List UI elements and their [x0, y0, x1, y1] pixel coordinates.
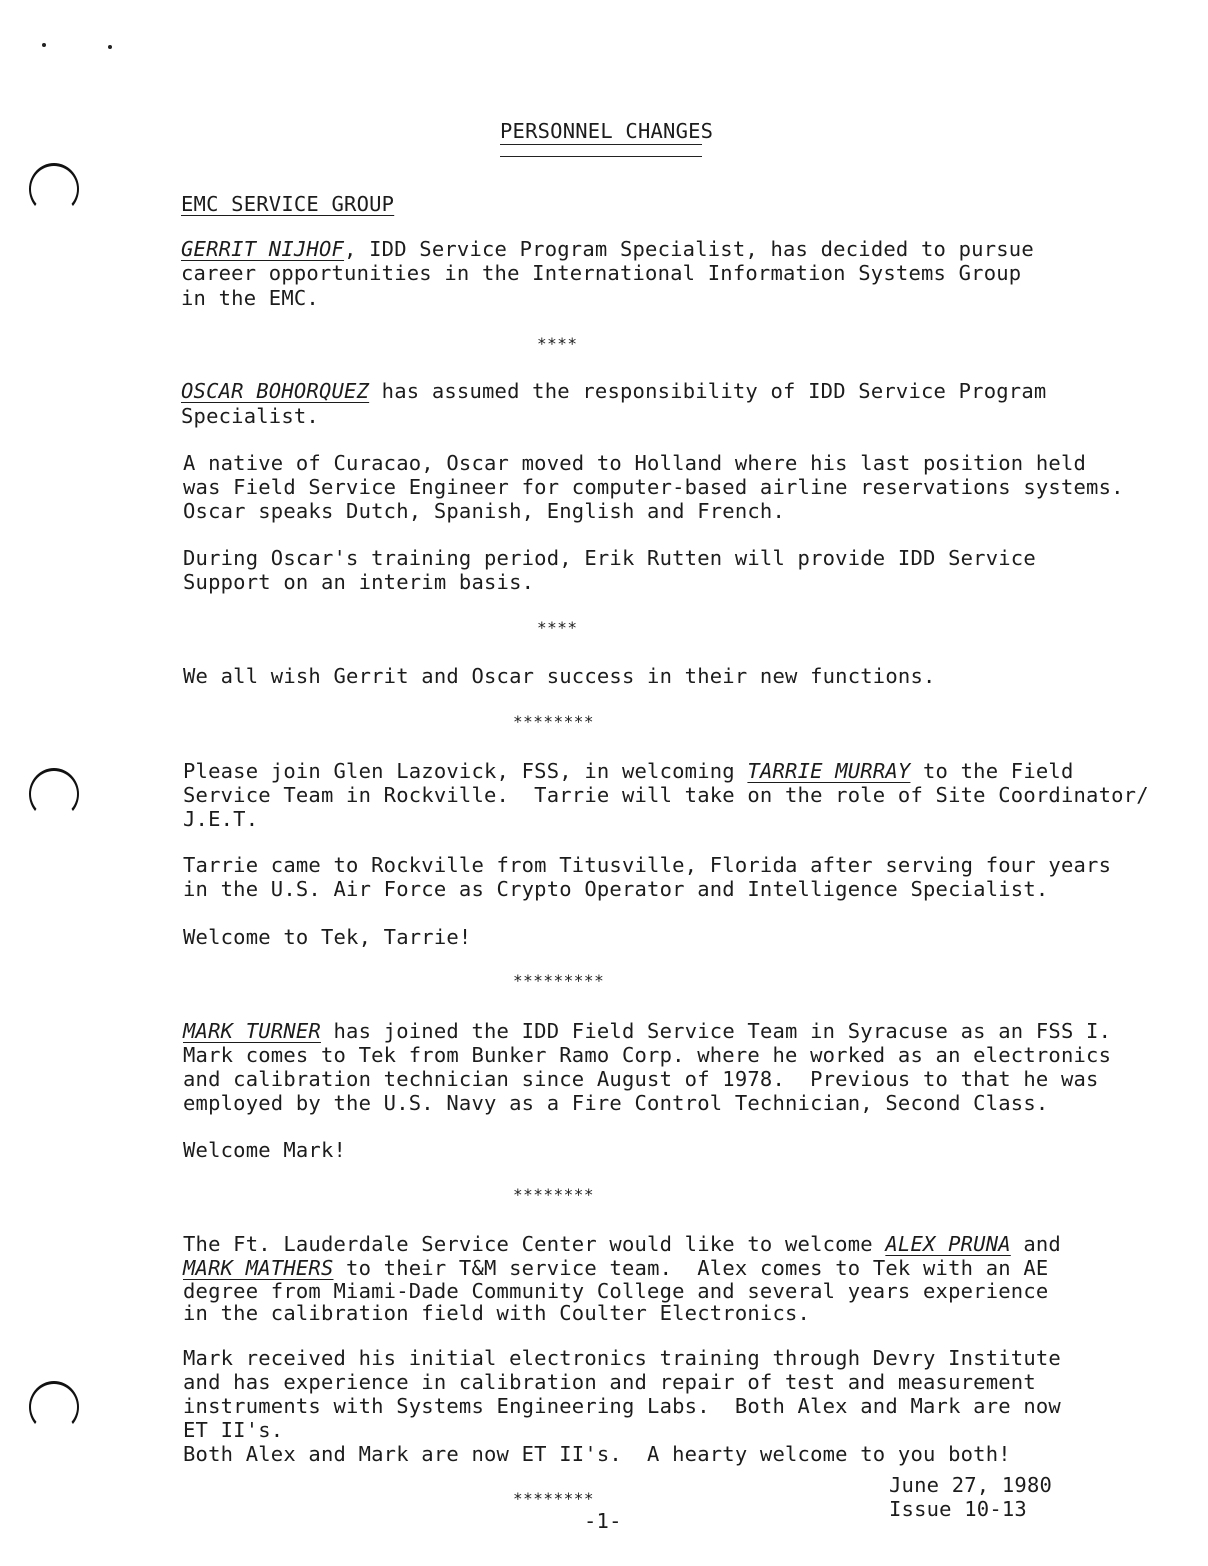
separator-stars: ****: [537, 334, 578, 353]
text-span: Please join Glen Lazovick, FSS, in welcoming: [183, 759, 748, 783]
binder-hole-top: [29, 163, 79, 215]
text-span: , IDD Service Program Specialist, has decided to pursue: [344, 237, 1034, 261]
separator-stars: ****: [537, 618, 578, 637]
paragraph-turner-line3: and calibration technician since August of 1978. Previous to that he was: [183, 1067, 1099, 1091]
text-span: to their T&M service team. Alex comes to Tek with an AE: [333, 1256, 1049, 1280]
text-span: The Ft. Lauderdale Service Center would like to welcome: [183, 1232, 886, 1256]
issue-number: Issue 10-13: [889, 1497, 1027, 1521]
paragraph-welcome-tarrie: Welcome to Tek, Tarrie!: [183, 925, 472, 949]
paragraph-devry-line1: Mark received his initial electronics training through Devry Institute: [183, 1346, 1061, 1370]
person-name: OSCAR BOHORQUEZ: [181, 379, 370, 403]
paragraph-turner-line4: employed by the U.S. Navy as a Fire Control Technician, Second Class.: [183, 1091, 1049, 1115]
person-name: GERRIT NIJHOF: [181, 237, 345, 261]
paragraph-devry-line5: Both Alex and Mark are now ET II's. A hearty welcome to you both!: [183, 1442, 1011, 1466]
scan-speck: [42, 43, 46, 47]
separator-stars: ********: [513, 712, 595, 731]
section-heading: EMC SERVICE GROUP: [181, 192, 395, 216]
paragraph-rockville-line2: in the U.S. Air Force as Crypto Operator and Intelligence Specialist.: [183, 877, 1049, 901]
title-double-underline: [500, 156, 702, 157]
paragraph-oscar-line2: Specialist.: [181, 404, 319, 428]
binder-hole-bottom: [29, 1381, 79, 1433]
title-underline: [500, 144, 702, 145]
separator-stars: *********: [513, 971, 605, 990]
paragraph-rockville-line1: Tarrie came to Rockville from Titusville, Florida after serving four years: [183, 853, 1112, 877]
person-name: TARRIE MURRAY: [747, 759, 911, 783]
paragraph-tarrie-line3: J.E.T.: [183, 807, 259, 831]
binder-hole-middle: [29, 768, 79, 820]
paragraph-oscar-line1: [181, 380, 1046, 404]
scan-speck: [108, 45, 112, 49]
paragraph-devry-line4: ET II's.: [183, 1418, 284, 1442]
text-span: to the Field: [910, 759, 1074, 783]
separator-stars: ********: [513, 1489, 595, 1508]
paragraph-native-line2: was Field Service Engineer for computer-based airline reservations systems.: [183, 475, 1124, 499]
paragraph-wish: We all wish Gerrit and Oscar success in their new functions.: [183, 664, 936, 688]
paragraph-turner-line2: Mark comes to Tek from Bunker Ramo Corp. where he worked as an electronics: [183, 1043, 1112, 1067]
page-number: -1-: [584, 1509, 622, 1533]
paragraph-lauderdale-line3: degree from Miami-Dade Community College and several years experience: [183, 1279, 1049, 1303]
paragraph-tarrie-line2: Service Team in Rockville. Tarrie will take on the role of Site Coordinator/: [183, 783, 1149, 807]
paragraph-training-line2: Support on an interim basis.: [183, 570, 535, 594]
paragraph-lauderdale-line4: in the calibration field with Coulter Electronics.: [183, 1301, 811, 1325]
person-name: ALEX PRUNA: [885, 1232, 1011, 1256]
paragraph-lauderdale-line1: [183, 1233, 1061, 1257]
paragraph-devry-line3: instruments with Systems Engineering Labs. Both Alex and Mark are now: [183, 1394, 1061, 1418]
paragraph-gerrit-line3: in the EMC.: [181, 286, 319, 310]
paragraph-native-line1: A native of Curacao, Oscar moved to Holland where his last position held: [183, 451, 1087, 475]
text-span: has joined the IDD Field Service Team in Syracuse as an FSS I.: [320, 1019, 1112, 1043]
paragraph-training-line1: During Oscar's training period, Erik Rutten will provide IDD Service: [183, 546, 1036, 570]
person-name: MARK TURNER: [183, 1019, 321, 1043]
paragraph-lauderdale-line2: [183, 1257, 1048, 1281]
separator-stars: ********: [513, 1185, 595, 1204]
issue-date: June 27, 1980: [889, 1473, 1053, 1497]
paragraph-native-line3: Oscar speaks Dutch, Spanish, English and French.: [183, 499, 786, 523]
page-title: PERSONNEL CHANGES: [500, 119, 714, 143]
paragraph-turner-line1: [183, 1020, 1111, 1044]
paragraph-devry-line2: and has experience in calibration and repair of test and measurement: [183, 1370, 1036, 1394]
paragraph-gerrit-line1: [181, 238, 1034, 262]
text-span: and: [1010, 1232, 1061, 1256]
paragraph-gerrit-line2: career opportunities in the International Information Systems Group: [181, 261, 1022, 285]
paragraph-welcome-mark: Welcome Mark!: [183, 1138, 347, 1162]
paragraph-tarrie-line1: [183, 760, 1074, 784]
text-span: has assumed the responsibility of IDD Service Program: [369, 379, 1047, 403]
person-name: MARK MATHERS: [183, 1256, 334, 1280]
